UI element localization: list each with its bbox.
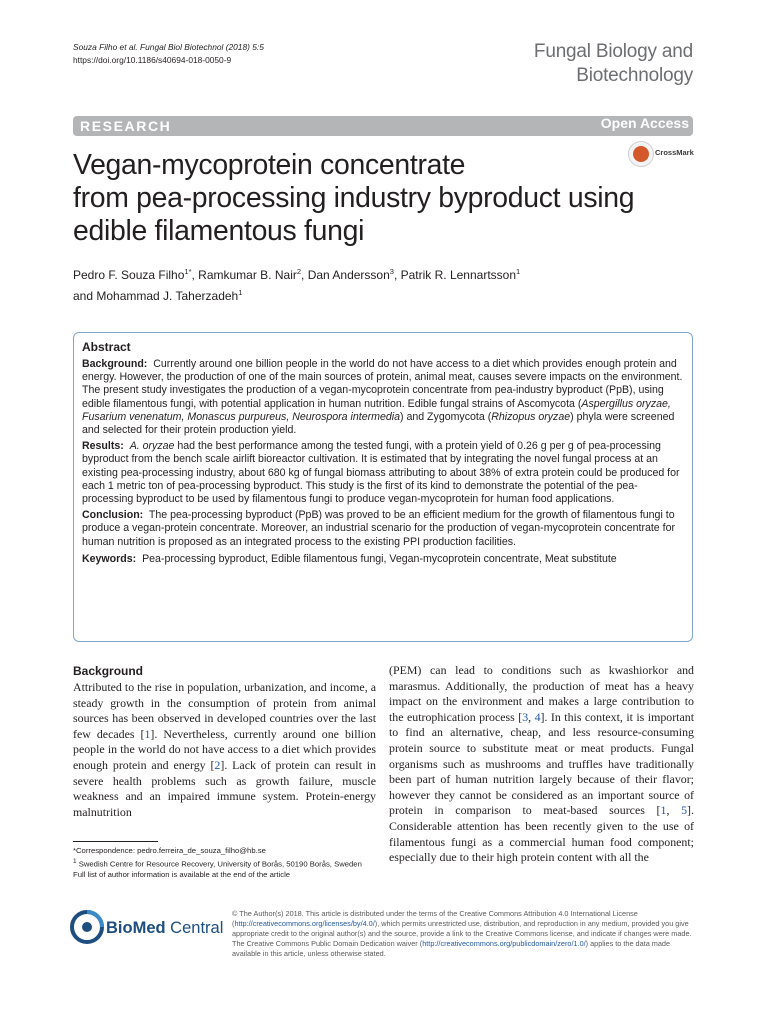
body-column-right: [389, 663, 694, 866]
abstract-text: had the best performance among the tested fungi, with a protein yield of 0.26 g per g of pea-processing byproduct from the bench scale airlift bioreactor cultivation. It is estimated that by integrating the novel fungal process at an existing pea-processing industry, about 680 kg of fungal biomass attributing to about 38% of extra protein could be produced for each 1 metric ton of pea-processing byproduct. This study is the first of its kind to demonstrate the potential of the pea-processing byproduct to be used by filamentous fungi to produce vegan-mycoprotein for human food applications.: [82, 440, 680, 506]
body-paragraph: [389, 663, 694, 866]
body-text: (PEM) can lead to conditions such as kwashiorkor and marasmus. Additionally, the production of meat has a heavy impact on the environment and makes a large contribution to the eutrophication process [: [389, 663, 694, 724]
body-paragraph: [73, 680, 376, 820]
citation-link[interactable]: 3: [522, 709, 529, 724]
body-text: ]. Considerable attention has been recently given to the use of filamentous fungi as a commercial human food component; especially due to their high protein content with all the: [389, 803, 694, 865]
abstract-label: Keywords:: [82, 552, 137, 565]
author-name: Mohammad J. Taherzadeh: [96, 289, 239, 303]
abstract-heading: Abstract: [82, 340, 131, 354]
abstract-conclusion: [82, 509, 684, 549]
title-line: Vegan-mycoprotein concentrate: [73, 149, 466, 181]
doi-link[interactable]: https://doi.org/10.1186/s40694-018-0050-9: [73, 55, 232, 65]
species-name: A. oryzae: [129, 440, 175, 453]
affiliation-note: [73, 857, 376, 870]
species-name: Aspergillus oryzae, Fusarium venenatum, Monascus purpureus, Neurospora intermedia: [82, 397, 671, 423]
body-text: ]. Nevertheless, currently around one billion people in the world do not have access to a diet which provides enough protein and energy [: [73, 726, 377, 772]
author-name: Pedro F. Souza Filho: [73, 268, 185, 282]
abstract-text: Currently around one billion people in the world do not have access to a diet which provides enough protein and energy. However, the production of one of the main sources of protein, animal meat, causes severe impacts on the environment. The present study investigates the production of a vegan-mycoprotein concentrate from pea-industry byproduct (PpB), using edible filamentous fungi, with potential application in human nutrition. Edible fungal strains of Ascomycota (: [82, 358, 683, 410]
article-title: [73, 149, 693, 248]
abstract-label: Background:: [82, 358, 148, 370]
publisher-name-bold: BioMed: [106, 919, 166, 937]
author-name: Patrik R. Lennartsson: [400, 268, 516, 282]
license-text: ), which permits unrestricted use, distribution, and reproduction in any medium, provided you give appropriate credit to the original author(s) and the source, provide a link to the Creative Commons license, and indicate if changes were made. The Creative Commons Public Domain Dedication waiver (: [232, 918, 692, 948]
body-column-left: [73, 663, 376, 820]
license-text: © The Author(s) 2018. This article is distributed under the terms of the Creative Commons Attribution 4.0 International License (: [232, 909, 638, 928]
abstract-keywords: [82, 553, 684, 566]
crossmark-label: CrossMark: [655, 148, 694, 157]
abstract-label: Results:: [82, 440, 124, 453]
author-affil: 3: [389, 267, 394, 276]
affil-text: Swedish Centre for Resource Recovery, University of Borås, 50190 Borås, Sweden: [76, 859, 362, 869]
abstract-text: The pea-processing byproduct (PpB) was proved to be an efficient medium for the growth of filamentous fungi to produce a vegan-protein concentrate. Moreover, an industrial scenario for the production of vegan-mycoprotein concentrate for human nutrition is proposed as an integrated process to the existing PPI production facilities.: [82, 509, 676, 548]
author-info-note: Full list of author information is available at the end of the article: [73, 869, 291, 879]
abstract-text: ) and Zygomycota (: [399, 410, 492, 423]
body-text: Attributed to the rise in population, urbanization, and income, a steady growth in the consumption of protein from animal sources has been observed in developed countries over the last few decades [: [73, 680, 376, 741]
author-name: Ramkumar B. Nair: [198, 268, 297, 282]
citation-link[interactable]: 1: [144, 726, 151, 741]
footnote-rule: [73, 841, 158, 842]
author-conjunction: and: [73, 289, 97, 303]
article-type-label: RESEARCH: [80, 118, 172, 134]
abstract-results: [82, 440, 684, 506]
body-text: ]. In this context, it is important to find an alternative, cheap, and less resource-consuming protein source to substitute meat or meat products. Fungal organisms such as mushrooms and truffles have traditionally been part of human nutrition largely because of their flavor; however they cannot be considered as an important source of protein in comparison to meat-based sources [: [389, 709, 694, 818]
section-heading: Background: [73, 664, 144, 678]
correspondence-note: *Correspondence: pedro.ferreira_de_souza_filho@hb.se: [73, 846, 266, 855]
author-name: Dan Andersson: [307, 268, 390, 282]
citation-link[interactable]: 4: [534, 709, 541, 724]
citation: [73, 41, 264, 67]
journal-name-line1: Fungal Biology and: [533, 41, 693, 62]
keywords-text: Pea-processing byproduct, Edible filamentous fungi, Vegan-mycoprotein concentrate, Meat substitute: [142, 552, 617, 565]
citation-line: Souza Filho et al. Fungal Biol Biotechnol (2018) 5:5: [73, 42, 264, 52]
journal-name: [534, 40, 693, 88]
affil-sup: 1: [73, 857, 77, 865]
abstract-box: [73, 332, 693, 642]
abstract-label: Conclusion:: [82, 509, 144, 522]
title-line: from pea-processing industry byproduct using: [73, 182, 635, 214]
body-text: ]. Lack of protein can result in severe health problems such as growth failure, muscle weakness and an impaired immune system. Protein-energy malnutrition: [73, 757, 376, 819]
author-affil: 2: [296, 267, 302, 276]
footnotes: [73, 846, 376, 880]
citation-link[interactable]: 2: [214, 757, 221, 772]
abstract-background: [82, 358, 684, 437]
author-affil: 1: [238, 288, 243, 297]
license-statement: [232, 909, 694, 959]
publisher-logo: [70, 910, 224, 950]
title-line: edible filamentous fungi: [73, 215, 365, 247]
publisher-name-rest: Central: [165, 919, 224, 937]
license-link[interactable]: http://creativecommons.org/licenses/by/4.0/: [234, 918, 375, 928]
citation-link[interactable]: 1: [660, 803, 667, 818]
body-text: ,: [666, 803, 682, 818]
journal-name-line2: Biotechnology: [576, 65, 693, 86]
species-name: Rhizopus oryzae: [491, 410, 571, 423]
abstract-text: ) phyla were screened and selected for their protein production yield.: [82, 410, 675, 437]
biomed-central-icon: [70, 910, 104, 944]
body-text: ,: [528, 709, 535, 724]
author-list: Pedro F. Souza Filho$^{1*}$, Ramkumar B. Nair$^2$, Dan Andersson$^3$, Patrik R. Lennartsson$^1$ and Mohammad J. Taherzadeh$^1$: [73, 267, 521, 303]
author-affil: 1*: [184, 267, 192, 276]
author-affil: 1: [516, 267, 521, 276]
license-text: ) applies to the data made available in this article, unless otherwise stated.: [232, 938, 671, 958]
license-link[interactable]: http://creativecommons.org/publicdomain/zero/1.0/: [422, 938, 586, 948]
open-access-label: Open Access: [600, 115, 689, 131]
citation-link[interactable]: 5: [681, 803, 688, 818]
publisher-name: [106, 918, 223, 938]
